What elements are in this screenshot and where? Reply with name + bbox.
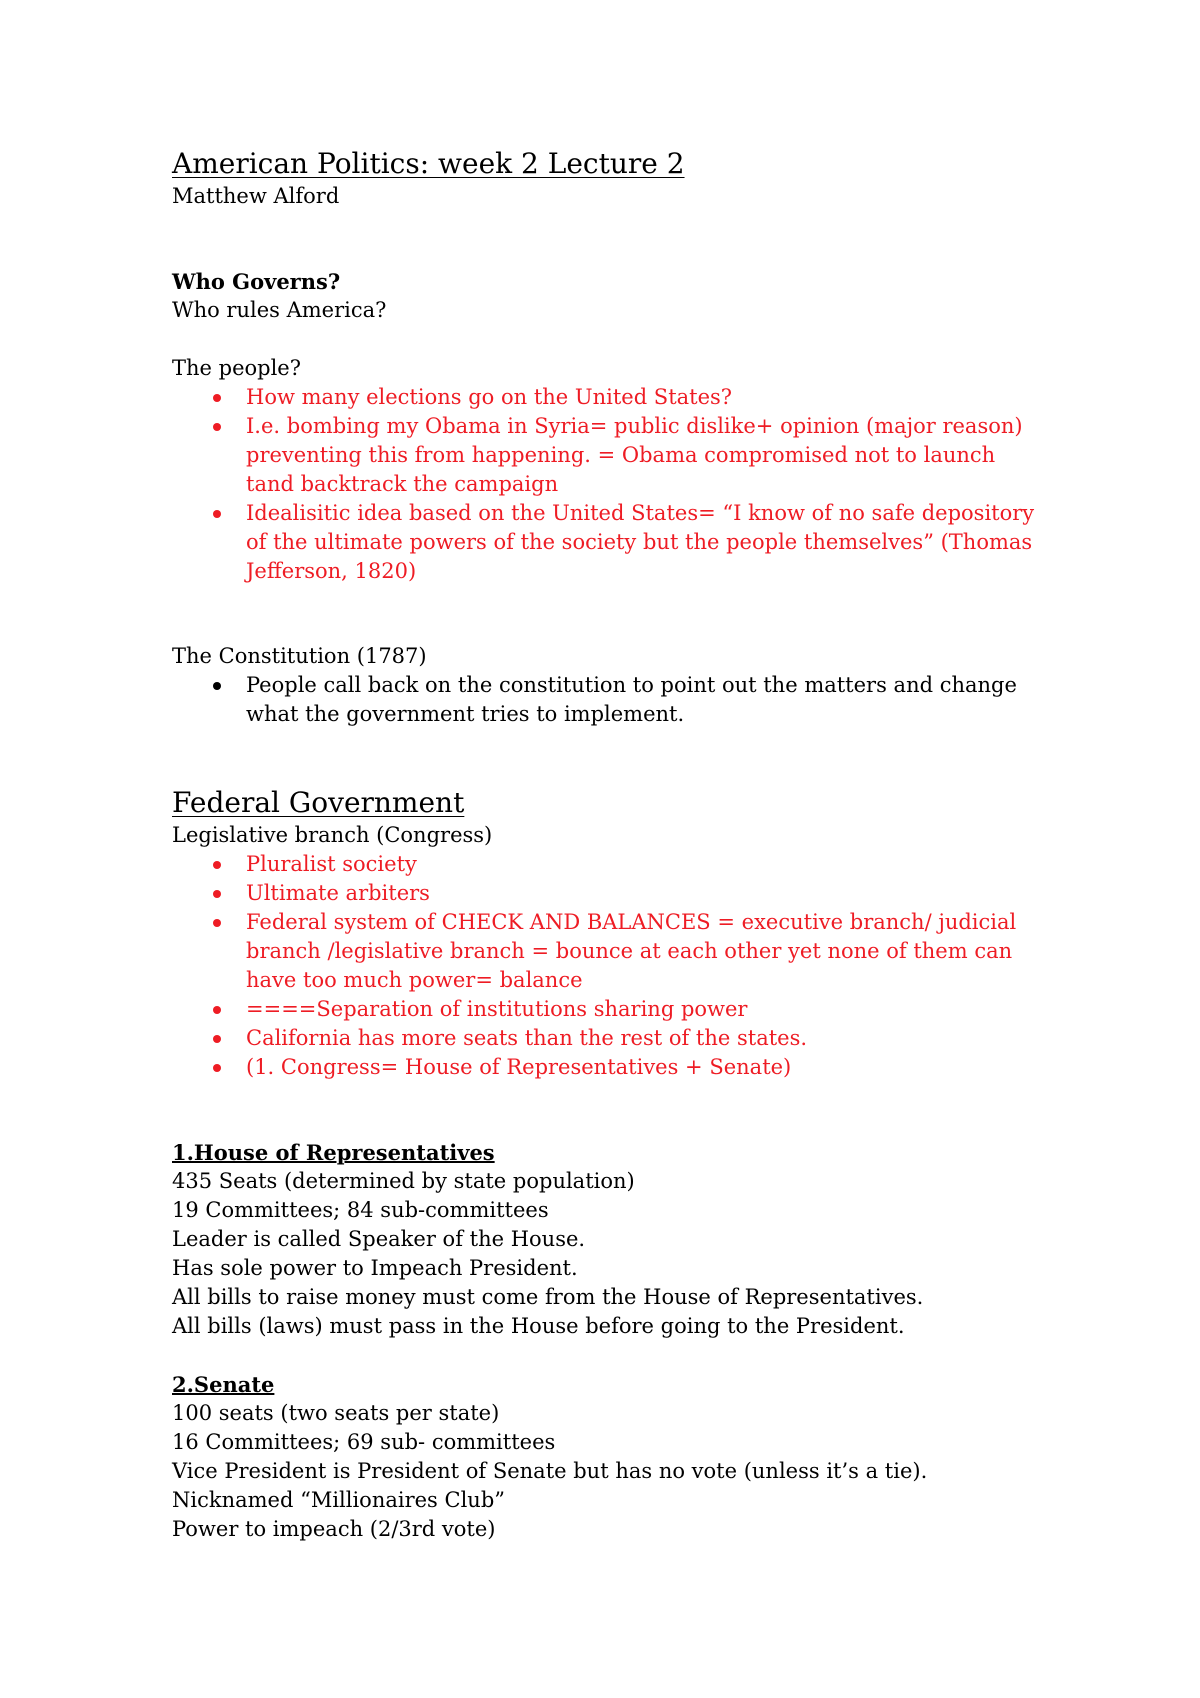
bullet-item: How many elections go on the United States? (246, 383, 1046, 412)
bullet-item: Ultimate arbiters (246, 879, 1046, 908)
senate-line: Power to impeach (2/3rd vote) (172, 1517, 496, 1541)
bullet-dot-icon (213, 510, 221, 518)
who-governs-bullet-list (172, 383, 1072, 586)
bullet-dot-icon (213, 861, 221, 869)
document-page (172, 146, 1072, 1544)
bullet-item: California has more seats than the rest of the states. (246, 1024, 1046, 1053)
senate-line: Vice President is President of Senate but has no vote (unless it’s a tie). (172, 1459, 928, 1483)
the-people-label: The people? (172, 356, 301, 380)
house-line: 19 Committees; 84 sub-committees (172, 1198, 549, 1222)
spacer (172, 1082, 1072, 1138)
constitution-bullet-list (172, 671, 1072, 729)
bullet-dot-icon (213, 1006, 221, 1014)
bullet-dot-icon (213, 394, 221, 402)
who-governs-heading: Who Governs? (172, 269, 341, 294)
spacer (172, 211, 1072, 267)
senate-line: 100 seats (two seats per state) (172, 1401, 500, 1425)
bullet-dot-icon (213, 423, 221, 431)
author-name: Matthew Alford (172, 184, 340, 208)
spacer (172, 1341, 1072, 1370)
bullet-item: People call back on the constitution to point out the matters and change what the government tries to implement. (246, 671, 1046, 729)
house-heading: 1.House of Representatives (172, 1140, 495, 1165)
bullet-dot-icon (213, 682, 221, 690)
bullet-item: (1. Congress= House of Representatives + Senate) (246, 1053, 1046, 1082)
house-line: Leader is called Speaker of the House. (172, 1227, 586, 1251)
bullet-item: ====Separation of institutions sharing power (246, 995, 1046, 1024)
senate-heading: 2.Senate (172, 1372, 275, 1397)
house-line: 435 Seats (determined by state population) (172, 1169, 635, 1193)
senate-line: 16 Committees; 69 sub- committees (172, 1430, 556, 1454)
spacer (172, 586, 1072, 642)
federal-bullet-list (172, 850, 1072, 1082)
constitution-label: The Constitution (1787) (172, 644, 427, 668)
bullet-dot-icon (213, 1035, 221, 1043)
house-line: Has sole power to Impeach President. (172, 1256, 578, 1280)
spacer (172, 325, 1072, 354)
house-line: All bills to raise money must come from the House of Representatives. (172, 1285, 924, 1309)
bullet-item: Pluralist society (246, 850, 1046, 879)
bullet-dot-icon (213, 1064, 221, 1072)
bullet-item: Federal system of CHECK AND BALANCES = executive branch/ judicial branch /legislative branch = bounce at each other yet none of them can have too much power= balance (246, 908, 1046, 995)
bullet-item: Idealisitic idea based on the United States= “I know of no safe depository of the ultimate powers of the society but the people themselves” (Thomas Jefferson, 1820) (246, 499, 1046, 586)
house-line: All bills (laws) must pass in the House before going to the President. (172, 1314, 905, 1338)
bullet-item: I.e. bombing my Obama in Syria= public dislike+ opinion (major reason) preventing this from happening. = Obama compromised not to launch tand backtrack the campaign (246, 412, 1046, 499)
who-rules-question: Who rules America? (172, 298, 387, 322)
federal-government-heading: Federal Government (172, 786, 465, 819)
bullet-dot-icon (213, 890, 221, 898)
legislative-branch-label: Legislative branch (Congress) (172, 823, 493, 847)
bullet-dot-icon (213, 919, 221, 927)
senate-line: Nicknamed “Millionaires Club” (172, 1488, 505, 1512)
spacer (172, 729, 1072, 785)
document-title: American Politics: week 2 Lecture 2 (172, 147, 685, 180)
